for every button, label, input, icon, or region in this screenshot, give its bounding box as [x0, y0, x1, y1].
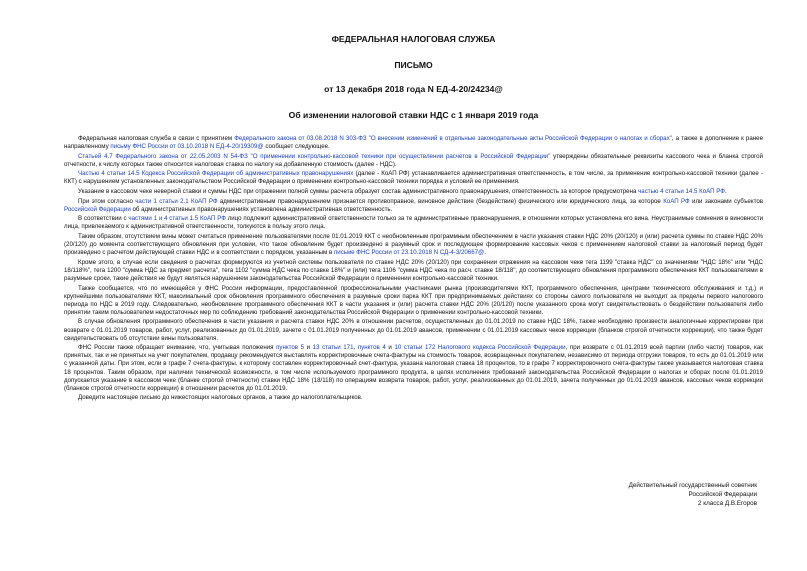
legal-reference-link[interactable]: письму ФНС России от 03.10.2018 N ЕД-4-20/19309@ — [110, 143, 264, 151]
letter-body — [64, 135, 763, 402]
legal-reference-link[interactable]: Статьей 4.7 Федерального закона от 22.05.2003 N 54-ФЗ "О применении контрольно-кассовой техники при осуществлении расчетов в Российской Федерации" — [78, 152, 551, 160]
paragraph-text: В соответствии с — [78, 215, 129, 223]
paragraph-text: В случае обновления программного обеспечения в части указания и расчета ставки НДС 20% в отношении расчетов, осуществленных до 01.01.2019 по ставке НДС 18%, также необходимо произвести аналогичные корректировки при возврате с 01.01.2019 товаров, работ, услуг, реализованных до 01.01.2019, зачете с 01.01.2019 полученных до 01.01.2019 авансов, применении с 01.01.2019 кассовых чеков коррекции (бланков строгой отчетности коррекции), что также будет свидетельствовать об отсутствии вины пользователя. — [64, 318, 763, 342]
legal-reference-link[interactable]: пунктов 5 — [276, 344, 305, 352]
signature-line-1: Действительный государственный советник — [628, 482, 757, 489]
letter-paragraph — [64, 344, 763, 393]
paragraph-text: административным правонарушением признается противоправное, виновное действие (бездействие) физического или юридического лица, за которое — [217, 197, 664, 205]
letter-paragraph — [64, 135, 763, 151]
paragraph-text: При этом согласно — [78, 197, 136, 205]
paragraph-text: ФНС России также обращает внимание, что, учитывая положения — [78, 344, 277, 352]
signature-line-3: 2 класса Д.В.Егоров — [698, 500, 757, 507]
legal-reference-link[interactable]: пунктов 4 — [357, 344, 386, 352]
paragraph-text: Также сообщается, что по имеющейся у ФНС России информации, предоставленной профессиональными участниками рынка (производителями ККТ, программного обеспечения, центрами технического обслуживания и т.д.) и крупнейшими пользователями ККТ, максимальный срок обновления программного обеспечения в разумные сроки парка ККТ при предпринимаемых действиях со стороны самого пользователя не выходит за пределы первого налогового периода по НДС в 2019 году. Следовательно, необновление программного обеспечения ККТ в части указания и (или) расчета ставки НДС 20% (20/120) после указанного срока могут свидетельствовать о бездействии пользователя либо принятии таким пользователем недостаточных мер по соблюдению требований законодательства Российской Федерации о применении контрольно-кассовой техники. — [64, 284, 763, 316]
paragraph-text: лицо подлежит административной ответственности только за те административные правонарушения, в отношении которых установлена его вина. Неустранимые сомнения в виновности лица, привлекаемого к административной ответственности, толкуются в пользу этого лица. — [64, 215, 763, 231]
paragraph-text: и — [304, 344, 313, 352]
legal-reference-link[interactable]: 13 статьи 171 — [312, 344, 354, 352]
legal-reference-link[interactable]: частью 4 статьи 14.5 КоАП РФ — [638, 188, 725, 196]
legal-reference-link[interactable]: письме ФНС России от 23.10.2018 N СД-4-3/20667@ — [333, 249, 485, 257]
paragraph-text: , а также в дополнение к ранее направленному — [64, 135, 763, 151]
legal-reference-link[interactable]: 10 статьи 172 Налогового кодекса Российской Федерации — [394, 344, 566, 352]
doc-reference-heading: от 13 декабря 2018 года N ЕД-4-20/24234@ — [324, 84, 503, 94]
paragraph-text: Доведите настоящее письмо до нижестоящих налоговых органов, а также до налогоплательщиков. — [78, 394, 363, 402]
paragraph-text: . — [724, 188, 727, 196]
paragraph-text: . — [484, 249, 486, 257]
paragraph-text: , — [353, 344, 358, 352]
paragraph-text: Кроме этого, в случае если сведения о расчетах формируются из учетной системы пользователя по ставке НДС 20% (20/120) при сохранении отражения на кассовом чеке тега 1199 "ставка НДС" со значениями "НДС 18%" или "НДС 18/118%", тега 1200 "сумма НДС за предмет расчета", тега 1102 "сумма НДС чека по ставке 18%" и (или) тега 1106 "сумма НДС чека по расч. ставке 18/118", до соответствующего обновления программного обеспечения ККТ пользователями в разумные сроки, такие действия не будут являться нарушением законодательства Российской Федерации о применении контрольно-кассовой техники. — [64, 258, 763, 282]
agency-heading: ФЕДЕРАЛЬНАЯ НАЛОГОВАЯ СЛУЖБА — [331, 34, 496, 44]
letter-paragraph — [64, 170, 763, 186]
signature-line-2: Российской Федерации — [688, 491, 757, 498]
legal-reference-link[interactable]: Частью 4 статьи 14.5 Кодекса Российской Федерации об административных правонарушениях — [78, 170, 354, 178]
letter-paragraph — [64, 233, 763, 257]
paragraph-text: Таким образом, отсутствием вины может считаться применение пользователями после 01.01.2019 ККТ с необновленным программным обеспечением в части указания ставки НДС 20% (20/120) и (или) расчета суммы по ставке НДС 20% (20/120) до момента соответствующего обновления при условии, что такое обновление будет произведено в разумный срок и последующее формирование кассовых чеков с применением налоговой ставки за налоговый период будет произведено с расчетом действующей ставки НДС и в соответствии с порядком, указанным в — [64, 233, 763, 257]
paragraph-text: сообщает следующее. — [263, 143, 330, 151]
legal-reference-link[interactable]: частями 1 и 4 статьи 1.5 КоАП РФ — [128, 215, 226, 223]
letter-paragraph — [64, 259, 763, 283]
paragraph-text: Указание в кассовом чеке неверной ставки и суммы НДС при отражении полной суммы расчета образует состав административного правонарушения, ответственность за которое предусмотрена — [78, 188, 639, 196]
legal-reference-link[interactable]: части 1 статьи 2.1 КоАП РФ — [135, 197, 218, 205]
doc-type-heading: ПИСЬМО — [394, 60, 433, 70]
paragraph-text: (далее - КоАП РФ) устанавливается административная ответственность, в том числе, за применение контрольно-кассовой техники (далее - ККТ) с нарушением установленных законодательством Российской Федерации о применении контрольно-кассовой техники порядка и условий ее применения. — [64, 170, 763, 186]
letter-paragraph — [64, 318, 763, 342]
paragraph-text: Федеральная налоговая служба в связи с принятием — [78, 135, 235, 142]
letter-paragraph — [64, 394, 763, 402]
legal-reference-link[interactable]: Российской Федерации — [64, 205, 131, 213]
doc-title-heading: Об изменении налоговой ставки НДС с 1 января 2019 года — [288, 110, 539, 120]
paragraph-text: или законами субъектов — [689, 197, 763, 205]
signature-block — [629, 481, 757, 508]
letter-paragraph — [64, 285, 763, 317]
letter-paragraph — [64, 198, 763, 214]
letter-paragraph — [64, 215, 763, 231]
legal-reference-link[interactable]: КоАП РФ — [663, 197, 690, 205]
paragraph-text: утверждены обязательные реквизиты кассового чека и бланка строгой отчетности, к числу которых также относится налоговая ставка по налогу на добавленную стоимость (далее - НДС). — [64, 152, 763, 168]
legal-reference-link[interactable]: Федерального закона от 03.08.2018 N 303-ФЗ "О внесении изменений в отдельные законодательные акты Российской Федерации о налогах и сборах" — [234, 135, 672, 142]
paragraph-text: , при возврате с 01.01.2019 всей партии (либо части) товаров, как принятых, так и не принятых на учет покупателем, продавцу рекомендуется выставлять корректировочные счета-фактуры на стоимость товаров, возвращенных покупателем, независимо от периода отгрузки товаров, то есть до 01.01.2019 или с указанной даты. При этом, если в графе 7 счета-фактуры, к которому составлен корректировочный счет-фактура, указана налоговая ставка 18 процентов, то в графе 7 корректировочного счета-фактуры также указывается налоговая ставка 18 процентов. Таким образом, при наличии технической возможности, в том числе используемого программного продукта, в целях исполнения требований законодательства Российской Федерации о налогах и сборах после 01.01.2019 допускается указание в кассовом чеке (бланке строгой отчетности) ставки НДС 18% (18/118) по операциям возврата товаров, работ, услуг, реализованных до 01.01.2019, зачета полученных до 01.01.2019 авансов, кассовых чеков коррекции (бланков строгой отчетности коррекции) в отношении расчетов до 01.01.2019. — [64, 344, 763, 392]
letter-paragraph — [64, 153, 763, 169]
paragraph-text: и — [385, 344, 395, 352]
paragraph-text: об административных правонарушениях установлена административная ответственность. — [130, 205, 393, 213]
letter-paragraph — [64, 188, 763, 196]
